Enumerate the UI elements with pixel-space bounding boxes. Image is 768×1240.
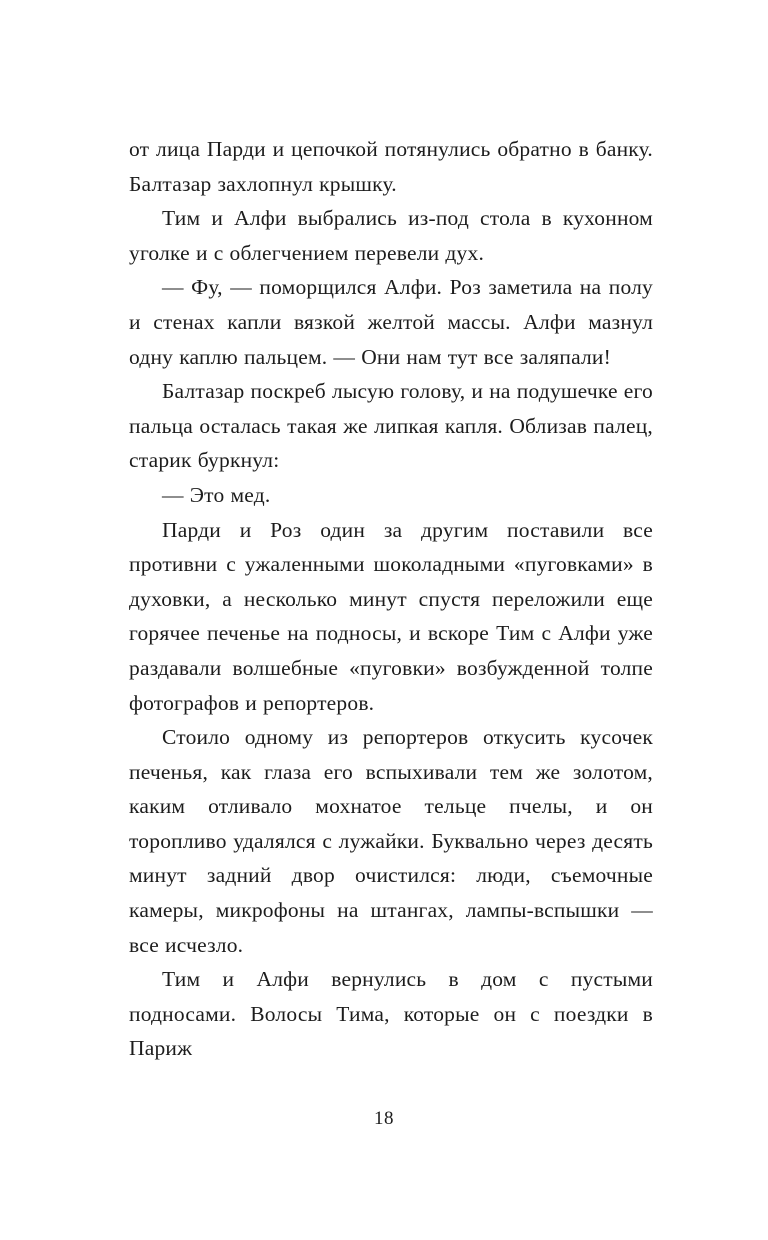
paragraph: Парди и Роз один за другим поставили все противни с ужаленными шоколадными «пуговками» в духовки, а несколько минут спустя переложили еще горячее печенье на подносы, и вскоре Тим с Алфи уже раздавали волшебные «пуговки» возбужденной толпе фотографов и репортеров. [129, 517, 653, 715]
paragraph: Тим и Алфи вернулись в дом с пустыми подносами. Волосы Тима, которые он с поездки в Париж [129, 967, 653, 1061]
paragraph: Балтазар поскреб лысую голову, и на подушечке его пальца осталась такая же липкая капля. Облизав палец, старик буркнул: [129, 379, 653, 473]
paragraph-dialogue: — Фу, — поморщился Алфи. Роз заметила на полу и стенах капли вязкой желтой массы. Алфи мазнул одну каплю пальцем. — Они нам тут все заляпали! [129, 275, 653, 369]
page-footer [0, 1108, 768, 1130]
paragraph-dialogue: — Это мед. [162, 482, 271, 507]
page-number: 18 [374, 1108, 394, 1129]
paragraph: Стоило одному из репортеров откусить кусочек печенья, как глаза его вспыхивали тем же золотом, каким отливало мохнатое тельце пчелы, и он торопливо удалялся с лужайки. Буквально через десять минут задний двор очистился: люди, съемочные камеры, микрофоны на штангах, лампы-вспышки — все исчезло. [129, 725, 653, 957]
paragraph: Тим и Алфи выбрались из-под стола в кухонном уголке и с облегчением перевели дух. [129, 206, 653, 265]
paragraph-continuation: от лица Парди и цепочкой потянулись обратно в банку. Балтазар захлопнул крышку. [129, 137, 653, 196]
text-block [129, 132, 653, 1066]
